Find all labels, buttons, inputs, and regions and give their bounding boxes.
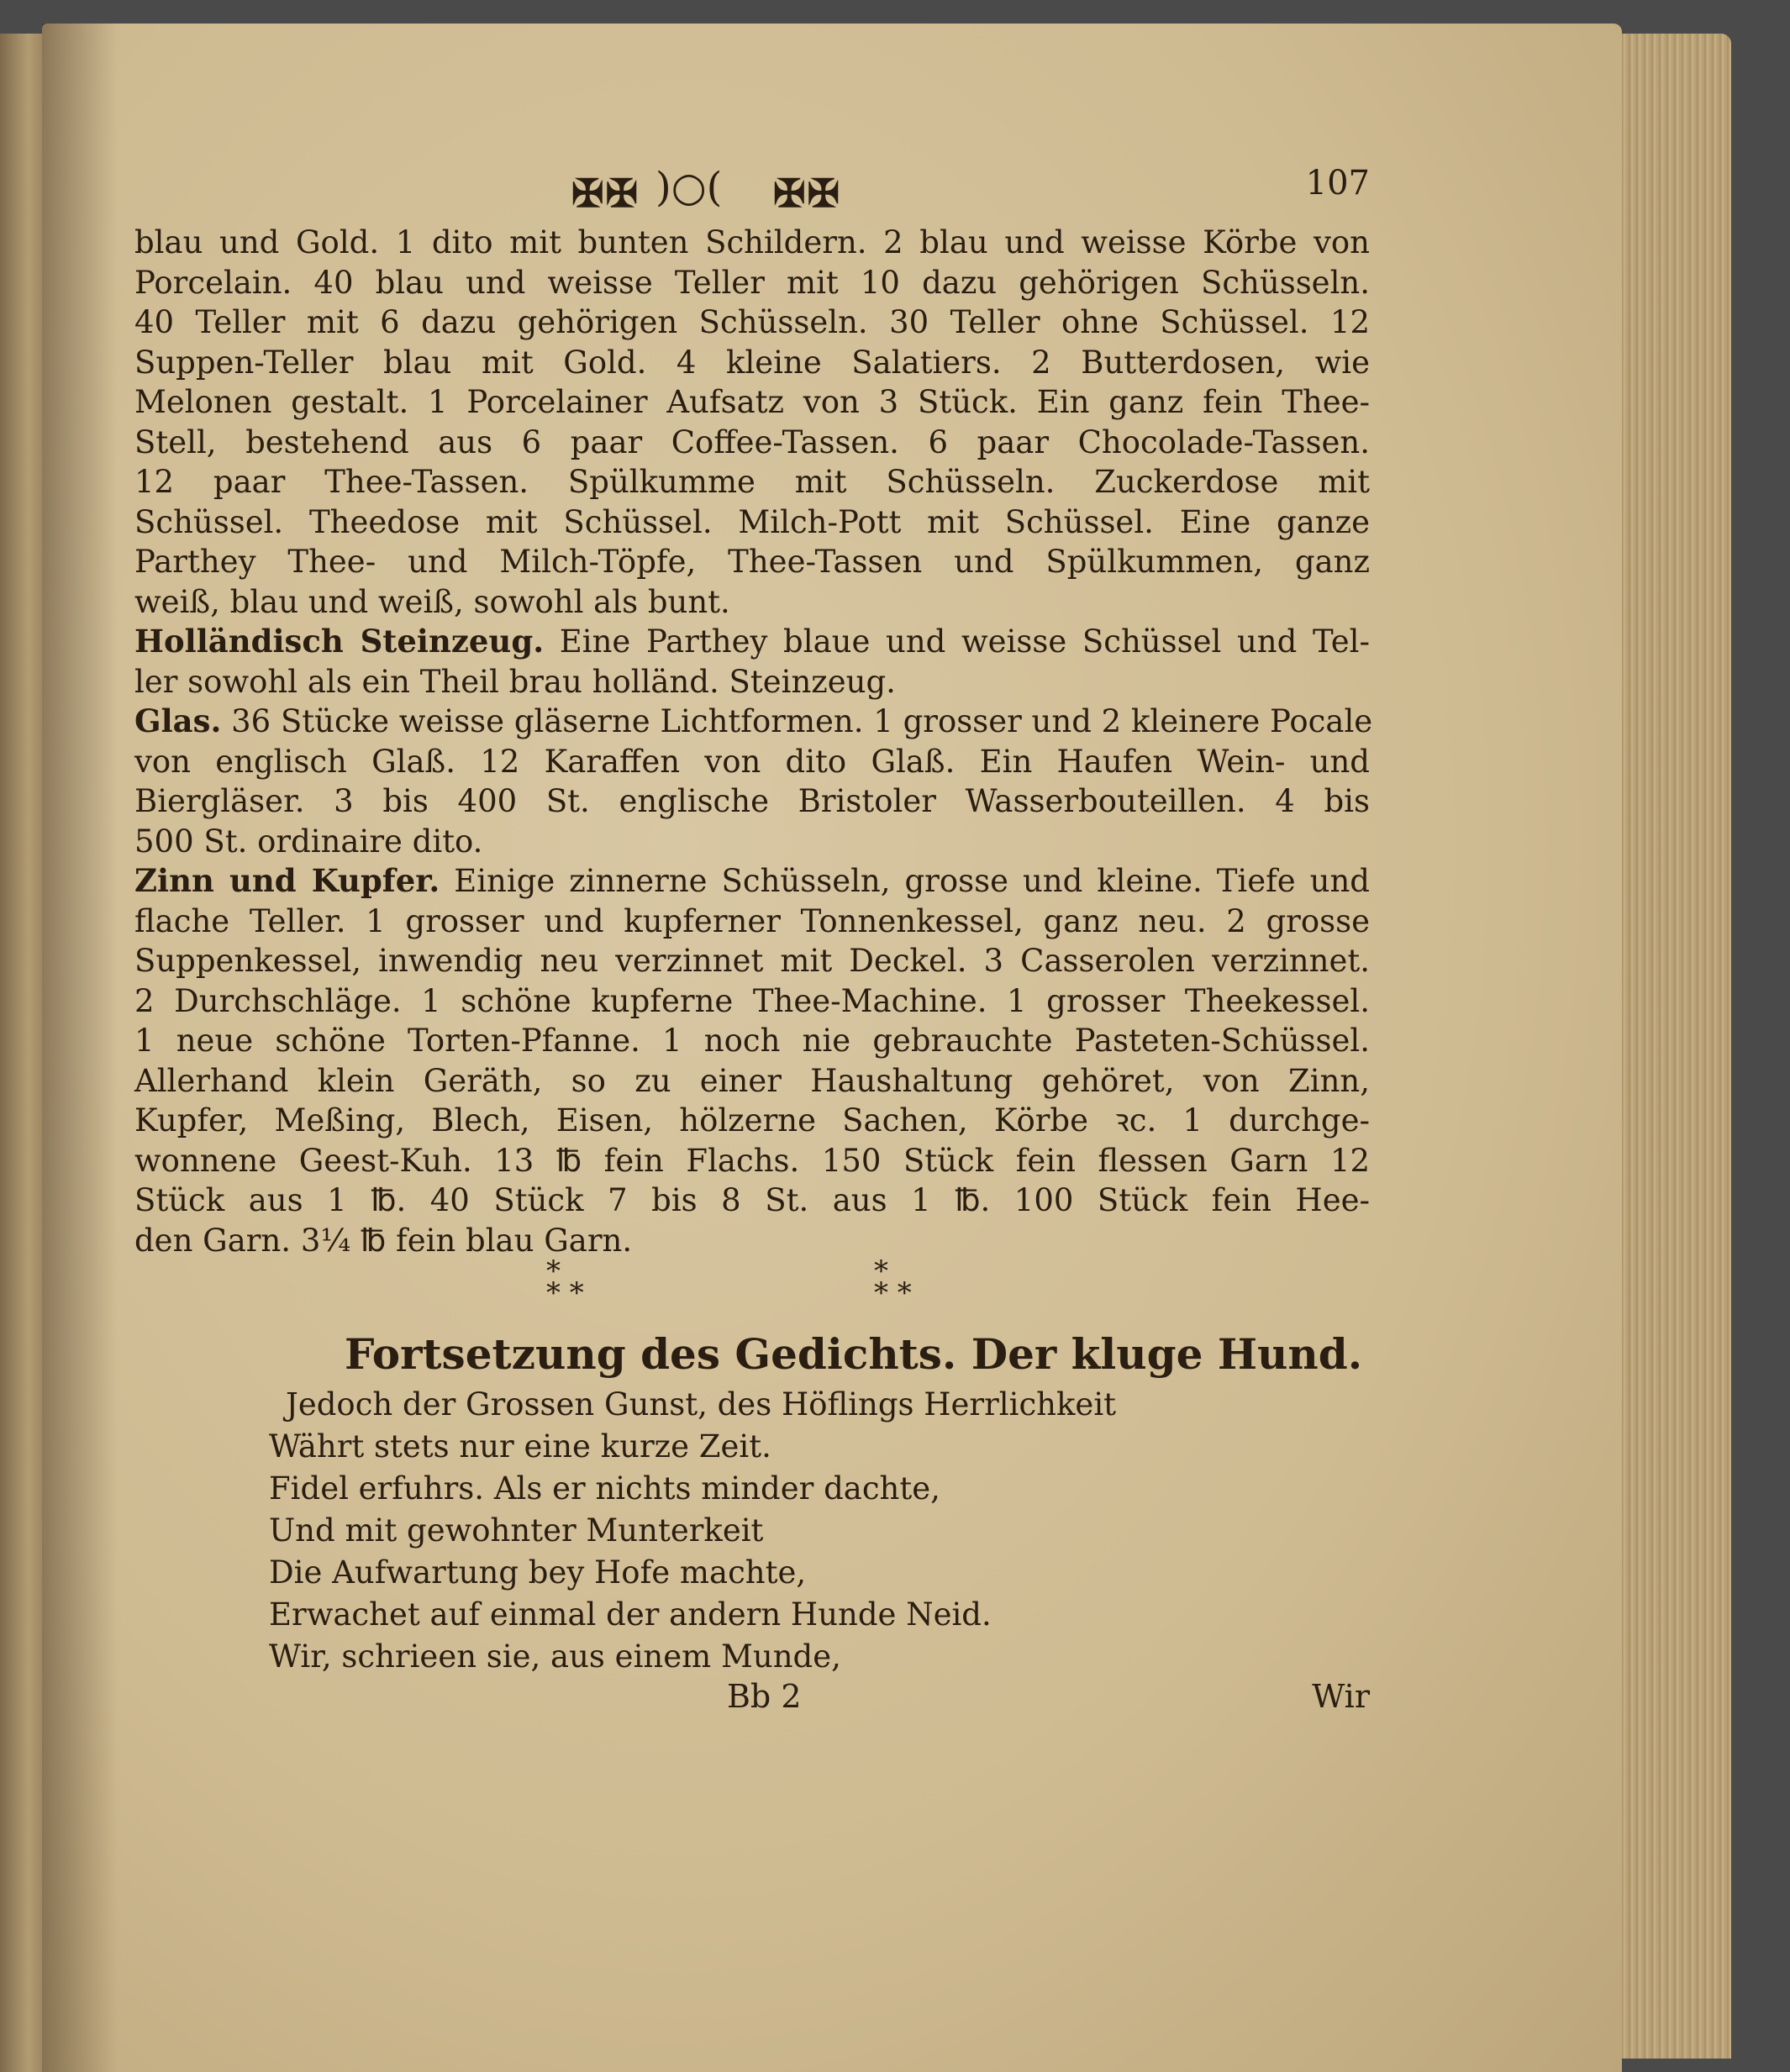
text-line: Schüssel. Theedose mit Schüssel. Milch-Pott mit Schüssel. Eine ganze [134, 503, 1370, 540]
page-footer [134, 1678, 1370, 1728]
ornament-left: ✠✠ [571, 171, 640, 216]
text-line: 2 Durchschläge. 1 schöne kupferne Thee-Machine. 1 grosser Theekessel. [134, 982, 1370, 1019]
asterism-left: * * * [546, 1254, 584, 1310]
poem [134, 1384, 1370, 1678]
text-line: 40 Teller mit 6 dazu gehörigen Schüsseln. 30 Teller ohne Schüssel. 12 [134, 304, 1370, 340]
running-head-center: )○( [655, 164, 723, 211]
section-title: Fortsetzung des Gedichts. Der kluge Hund. [345, 1329, 1363, 1379]
text-line: Biergläser. 3 bis 400 St. englische Bristoler Wasserbouteillen. 4 bis [134, 783, 1370, 819]
poem-line: Die Aufwartung bey Hofe machte, [269, 1554, 807, 1591]
entry-heading: Glas. [134, 702, 222, 739]
poem-line: Währt stets nur eine kurze Zeit. [269, 1428, 771, 1465]
asterism-right: * * * [874, 1254, 912, 1310]
gutter-shadow [42, 24, 118, 2072]
text-line: Parthey Thee- und Milch-Töpfe, Thee-Tassen und Spülkummen, ganz [134, 544, 1370, 580]
text-line: 1 neue schöne Torten-Pfanne. 1 noch nie gebrauchte Pasteten-Schüssel. [134, 1023, 1370, 1059]
paragraph-glas [134, 702, 1373, 861]
text-line: Suppen-Teller blau mit Gold. 4 kleine Salatiers. 2 Butterdosen, wie [134, 344, 1370, 381]
text-line: wonnene Geest-Kuh. 13 ℔ fein Flachs. 150 Stück fein flessen Garn 12 [134, 1142, 1370, 1179]
text-line: Stück aus 1 ℔. 40 Stück 7 bis 8 St. aus 1 ℔. 100 Stück fein Hee- [134, 1182, 1370, 1218]
text-line: ler sowohl als ein Theil brau holländ. Steinzeug. [134, 663, 896, 700]
running-head [134, 164, 1370, 223]
text-line: von englisch Glaß. 12 Karaffen von dito Glaß. Ein Haufen Wein- und [134, 743, 1370, 780]
page-text [134, 164, 1373, 1728]
text-line: Einige zinnerne Schüsseln, grosse und kleine. Tiefe und [440, 863, 1370, 899]
poem-line: Wir, schrieen sie, aus einem Munde, [269, 1638, 841, 1675]
text-line: flache Teller. 1 grosser und kupferner Tonnenkessel, ganz neu. 2 grosse [134, 902, 1370, 939]
text-line: Stell, bestehend aus 6 paar Coffee-Tassen. 6 paar Chocolade-Tassen. [134, 423, 1370, 460]
text-line: blau und Gold. 1 dito mit bunten Schildern. 2 blau und weisse Körbe von [134, 224, 1370, 260]
text-line: 12 paar Thee-Tassen. Spülkumme mit Schüsseln. Zuckerdose mit [134, 464, 1370, 500]
text-line: Allerhand klein Geräth, so zu einer Haushaltung gehöret, von Zinn, [134, 1062, 1370, 1099]
poem-line: Jedoch der Grossen Gunst, des Höflings Herrlichkeit [286, 1386, 1117, 1423]
text-line: Melonen gestalt. 1 Porcelainer Aufsatz von 3 Stück. Ein ganz fein Thee- [134, 384, 1370, 420]
entry-heading: Zinn und Kupfer. [134, 862, 440, 899]
catchword: Wir [1312, 1678, 1370, 1715]
text-line: den Garn. 3¼ ℔ fein blau Garn. [134, 1222, 633, 1259]
poem-line: Fidel erfuhrs. Als er nichts minder dachte, [269, 1470, 940, 1507]
ornament-right: ✠✠ [773, 171, 842, 216]
asterism-separator [134, 1254, 1370, 1319]
text-line: Suppenkessel, inwendig neu verzinnet mit Deckel. 3 Casserolen verzinnet. [134, 943, 1370, 979]
text-line: 500 St. ordinaire dito. [134, 823, 483, 860]
paragraph-steinzeug [134, 622, 1370, 702]
text-line: Porcelain. 40 blau und weisse Teller mit 10 dazu gehörigen Schüsseln. [134, 264, 1370, 301]
page-number: 107 [1305, 164, 1370, 202]
paragraph-zinn-kupfer [134, 861, 1370, 1260]
entry-heading: Holländisch Steinzeug. [134, 623, 545, 660]
poem-line: Und mit gewohnter Munterkeit [269, 1512, 764, 1549]
text-line: 36 Stücke weisse gläserne Lichtformen. 1 grosser und 2 kleinere Pocale [221, 703, 1373, 739]
text-line: Eine Parthey blaue und weisse Schüssel und Tel- [544, 623, 1370, 660]
signature-mark: Bb 2 [727, 1678, 802, 1715]
paragraph-porcelain [134, 223, 1370, 622]
text-line: Kupfer, Meßing, Blech, Eisen, hölzerne Sachen, Körbe ꝛc. 1 durchge- [134, 1102, 1370, 1139]
text-line: weiß, blau und weiß, sowohl als bunt. [134, 583, 730, 620]
poem-line: Erwachet auf einmal der andern Hunde Neid. [269, 1596, 992, 1633]
